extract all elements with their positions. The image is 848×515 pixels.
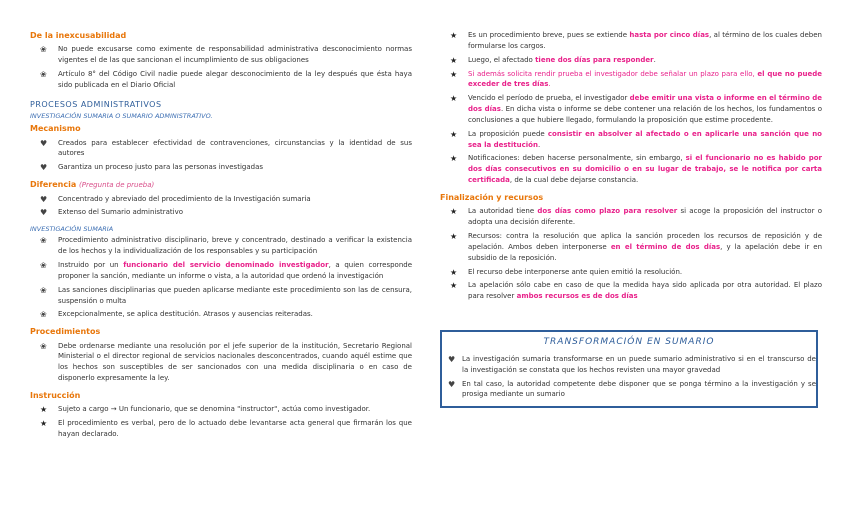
section-title: De la inexcusabilidad: [30, 31, 127, 40]
list-item: ★ Sujeto a cargo → Un funcionario, que se denomina "instructor", actúa como investigador.: [30, 404, 412, 415]
list-item: ♥ Extenso del Sumario administrativo: [30, 207, 412, 218]
right-column: [440, 30, 822, 305]
list: [442, 354, 816, 400]
star-bullet-icon: ★: [450, 94, 458, 104]
list-item: ❀ Debe ordenarse mediante una resolución por el jefe superior de la institución, Secretario Regional Ministerial o el director regional de servicios nacionales desconcentrados, cuando aquél estime que los hechos son susceptibles de ser sancionados con una medida disciplinaria o en caso de disponerlo expresamente la ley.: [40, 341, 412, 383]
flower-bullet-icon: ❀: [40, 45, 47, 55]
list-item: ★ La apelación sólo cabe en caso de que la medida haya sido aplicada por otra autoridad. El plazo para resolver ambos recursos es de dos días: [450, 281, 822, 301]
star-bullet-icon: ★: [450, 31, 458, 40]
list: [30, 194, 412, 219]
list: [30, 138, 412, 174]
list-item: ★ La proposición puede consistir en absolver al afectado o en aplicarle una sanción que no sea la destitución.: [450, 129, 822, 149]
heart-bullet-icon: ♥: [40, 208, 48, 218]
list: [30, 341, 412, 384]
list-item: ★ Si además solicita rendir prueba el investigador debe señalar un plazo para ello, el que no puede exceder de tres días.: [450, 69, 823, 89]
list: [30, 235, 412, 320]
list-item: ❀ Artículo 8° del Código Civil nadie puede alegar desconocimiento de la ley después que ésta haya sido publicada en el Diario Oficial: [40, 70, 412, 89]
list-item: ★ Es un procedimiento breve, pues se extiende hasta por cinco días, al término de los cuales deben formularse los cargos.: [450, 31, 822, 50]
list-item: ★ El recurso debe interponerse ante quien emitió la resolución.: [440, 267, 822, 278]
subtitle: INVESTIGACIÓN SUMARIA: [30, 225, 114, 234]
list-item: ❀ Procedimiento administrativo disciplinario, breve y concentrado, destinado a verificar la existencia de los hechos y la individualización de los responsables y su participación: [40, 236, 412, 256]
flower-bullet-icon: ❀: [40, 310, 47, 320]
star-bullet-icon: ★: [450, 267, 458, 277]
heart-bullet-icon: ♥: [40, 138, 48, 148]
star-bullet-icon: ★: [450, 69, 458, 79]
star-bullet-icon: ★: [450, 129, 458, 139]
heart-bullet-icon: ♥: [40, 163, 48, 173]
heart-bullet-icon: ♥: [40, 194, 48, 204]
star-bullet-icon: ★: [450, 55, 458, 65]
star-bullet-icon: ★: [450, 154, 458, 164]
list: [440, 30, 822, 186]
list-item: ★ La autoridad tiene dos días como plazo para resolver si acoge la proposición del instructor o adopta una decisión diferente.: [450, 207, 822, 227]
list: [30, 404, 412, 440]
subtitle: INVESTIGACIÓN SUMARIA O SUMARIO ADMINISTRATIVO.: [30, 112, 213, 121]
transformation-box: [440, 330, 818, 408]
star-bullet-icon: ★: [40, 405, 48, 415]
list-item: ❀ Instruido por un funcionario del servicio denominado investigador, a quien corresponde proponer la sanción, mediante un informe o vista, a la autoridad que ordenó la investigación: [40, 260, 413, 280]
section-title: Instrucción: [30, 390, 81, 400]
list-item: ❀ No puede excusarse como eximente de responsabilidad administrativa desconocimiento normas vigentes el de las que sancionan el incumplimiento de sus obligaciones: [40, 45, 412, 65]
heart-bullet-icon: ♥: [448, 379, 456, 389]
section-title: Mecanismo: [30, 124, 81, 134]
list: [440, 206, 822, 302]
heart-bullet-icon: ♥: [448, 354, 456, 364]
list-item: ♥ En tal caso, la autoridad competente debe disponer que se ponga término a la investigación y se prosiga mediante un sumario: [448, 379, 816, 399]
list-item: ♥ Garantiza un proceso justo para las personas investigadas: [30, 162, 412, 173]
section-title: Procedimientos: [30, 327, 101, 337]
list-item: ♥ Creados para establecer efectividad de contravenciones, circunstancias y la identidad de sus autores: [40, 138, 412, 158]
section-title: [30, 179, 412, 191]
list-item: ♥ La investigación sumaria transformarse en un puede sumario administrativo si en el transcurso de la investigación se constata que los hechos revisten una mayor gravedad: [448, 354, 816, 374]
section-title-text: Diferencia: [30, 180, 77, 190]
note: (Pregunta de prueba): [79, 181, 155, 190]
star-bullet-icon: ★: [40, 419, 48, 429]
flower-bullet-icon: ❀: [40, 236, 47, 246]
flower-bullet-icon: ❀: [40, 260, 47, 270]
section-title: Finalización y recursos: [440, 192, 544, 202]
list-item: ★ Luego, el afectado tiene dos días para responder.: [440, 55, 822, 66]
list-item: ★ Recursos: contra la resolución que aplica la sanción proceden los recursos de reposición y de apelación. Ambos deben interponerse en el término de dos días, y la apelación debe ir en subsidio de la reposición.: [450, 232, 822, 262]
list-item: ★ Vencido el período de prueba, el investigador debe emitir una vista o informe en el término de dos días. En dicha vista o informe se debe contener una relación de los hechos, los fundamentos o conclusiones a que hubiere llegado, formulando la proposición que estime procedente.: [450, 94, 822, 124]
list-item: ★ El procedimiento es verbal, pero de lo actuado debe levantarse acta general que firmarán los que hayan declarado.: [40, 419, 412, 439]
list: [30, 44, 412, 90]
star-bullet-icon: ★: [450, 232, 458, 242]
flower-bullet-icon: ❀: [40, 341, 47, 351]
section-title: PROCESOS ADMINISTRATIVOS: [30, 99, 162, 109]
flower-bullet-icon: ❀: [40, 70, 47, 80]
list-item: ❀ Las sanciones disciplinarias que pueden aplicarse mediante este procedimiento son las de censura, suspensión o multa: [40, 285, 412, 305]
star-bullet-icon: ★: [450, 281, 458, 291]
list-item: ★ Notificaciones: deben hacerse personalmente, sin embargo, si el funcionario no es habido por dos días consecutivos en su domicilio o en su lugar de trabajo, se le notifica por carta certificada, de la cual debe dejarse constancia.: [450, 154, 822, 185]
box-title: TRANSFORMACIÓN EN SUMARIO: [543, 337, 715, 347]
list-item: ❀ Excepcionalmente, se aplica destitución. Atrasos y ausencias reiteradas.: [30, 309, 412, 320]
star-bullet-icon: ★: [450, 207, 458, 217]
list-item: ♥ Concentrado y abreviado del procedimiento de la Investigación sumaria: [30, 194, 412, 205]
left-column: [30, 0, 412, 443]
flower-bullet-icon: ❀: [40, 285, 47, 295]
